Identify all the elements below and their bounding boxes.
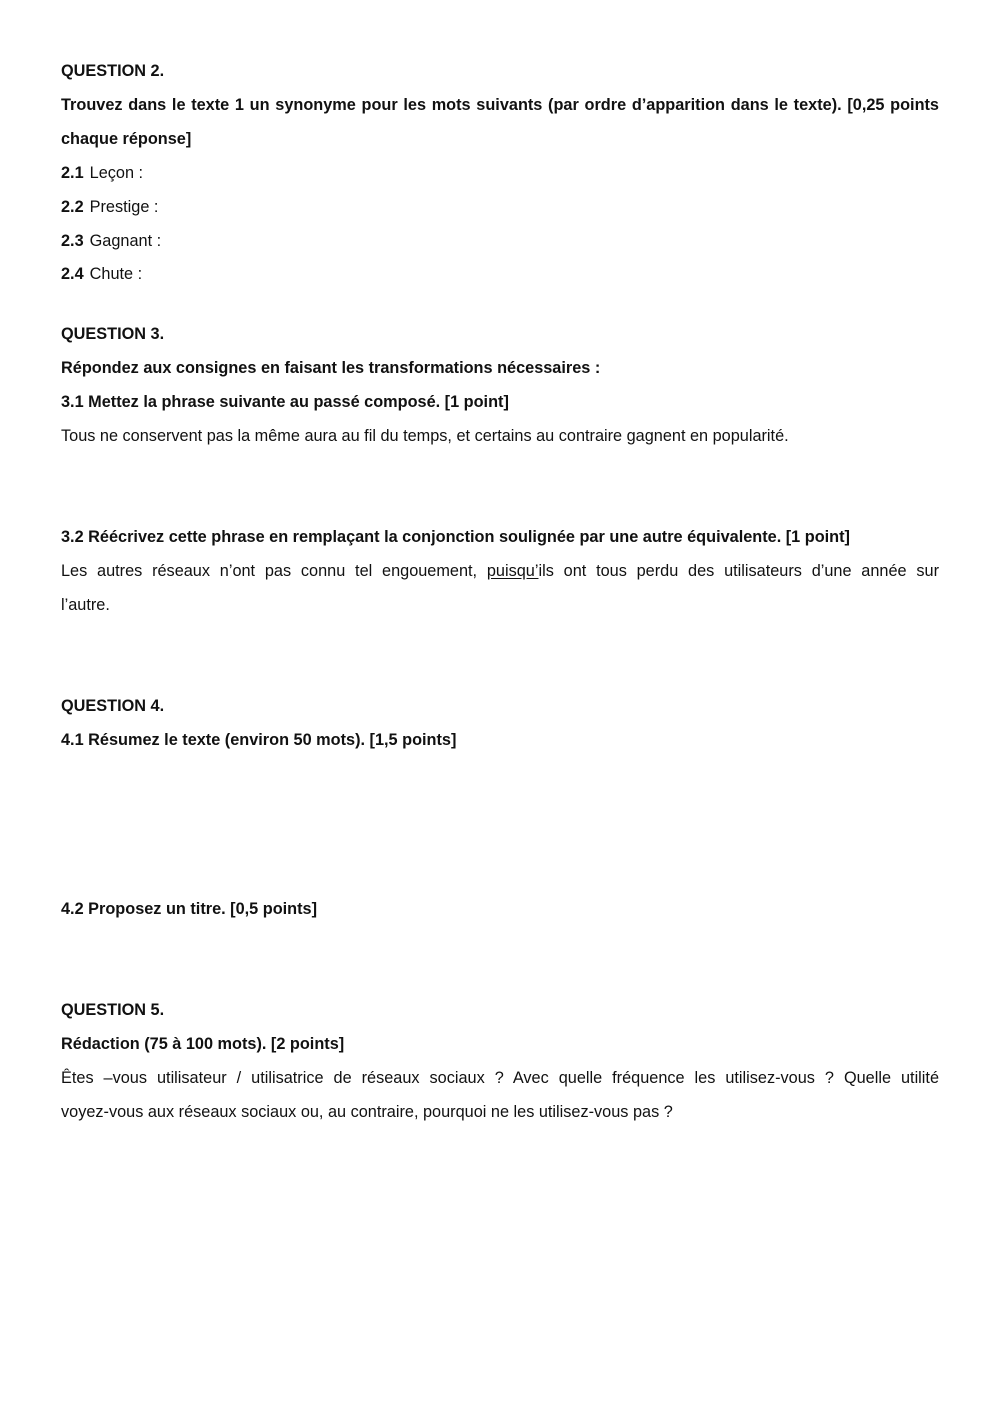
item-number: 2.3 [61,232,84,250]
item-number: 2.2 [61,198,84,216]
question-3-2-sentence-cont: l’autre. [61,596,110,614]
question-2-instruction-cont: chaque réponse] [61,130,192,148]
item-number: 2.1 [61,164,84,182]
question-3-instruction: Répondez aux consignes en faisant les transformations nécessaires : [61,359,601,377]
item-label: Chute : [89,265,143,283]
question-2-instruction: Trouvez dans le texte 1 un synonyme pour les mots suivants (par ordre d’apparition dans le texte). [0,25 points [61,96,939,114]
question-3-1-sentence: Tous ne conservent pas la même aura au fil du temps, et certains au contraire gagnent en popularité. [61,427,789,445]
list-item [61,162,939,184]
item-label: Prestige : [89,198,159,216]
item-number: 2.4 [61,265,84,283]
sentence-part: Les autres réseaux n’ont pas connu tel engouement, [61,562,487,580]
question-4-1-title: 4.1 Résumez le texte (environ 50 mots). [1,5 points] [61,731,457,749]
sentence-part: ils ont tous perdu des utilisateurs d’une année sur [538,562,939,580]
item-label: Leçon : [89,164,144,182]
list-item [61,196,939,218]
list-item [61,263,939,285]
question-4-2-title: 4.2 Proposez un titre. [0,5 points] [61,900,318,918]
question-3-1-title: 3.1 Mettez la phrase suivante au passé composé. [1 point] [61,393,509,411]
question-4-heading: QUESTION 4. [61,697,165,715]
question-5-heading: QUESTION 5. [61,1001,165,1019]
question-5-prompt: Êtes –vous utilisateur / utilisatrice de réseaux sociaux ? Avec quelle fréquence les utilisez-vous ? Quelle utilité [61,1069,939,1087]
document-page [61,0,939,1413]
underlined-conjunction: puisqu’ [486,562,539,580]
question-2-heading: QUESTION 2. [61,62,165,80]
question-3-heading: QUESTION 3. [61,325,165,343]
question-3-2-title: 3.2 Réécrivez cette phrase en remplaçant la conjonction soulignée par une autre équivalente. [1 point] [61,528,850,546]
question-5-prompt-cont: voyez-vous aux réseaux sociaux ou, au contraire, pourquoi ne les utilisez-vous pas ? [61,1103,673,1121]
list-item [61,230,939,252]
question-5-title: Rédaction (75 à 100 mots). [2 points] [61,1035,345,1053]
question-3-2-sentence [61,560,939,582]
item-label: Gagnant : [89,232,162,250]
